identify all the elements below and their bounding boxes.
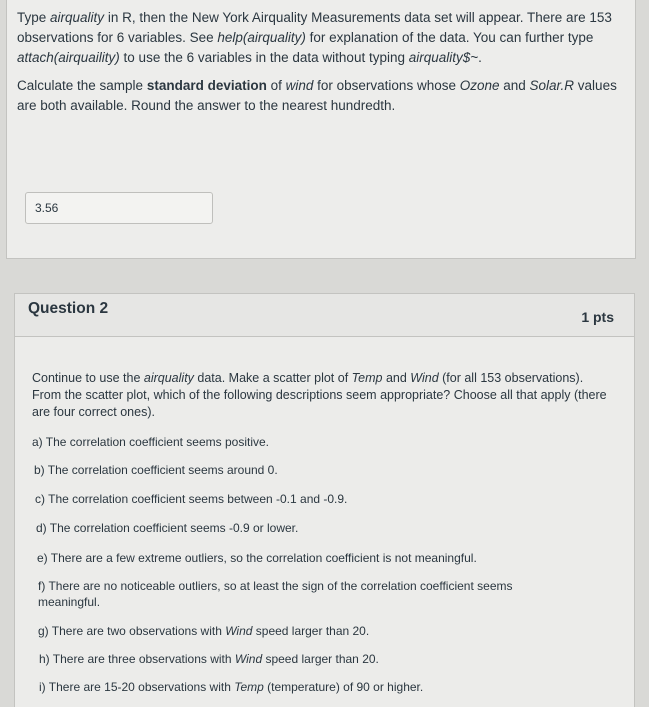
- question-2-header: [14, 293, 635, 337]
- intro-code-airquality: airquality: [50, 10, 105, 25]
- option-text: (temperature) of 90 or higher.: [263, 680, 424, 694]
- option-a[interactable]: a) The correlation coefficient seems positive.: [32, 435, 270, 449]
- option-h[interactable]: [39, 651, 379, 667]
- option-var-wind: Wind: [234, 652, 263, 666]
- option-var-temp: Temp: [234, 680, 264, 694]
- task-var-solar: Solar.R: [529, 78, 575, 93]
- task-emphasis: standard deviation: [146, 78, 267, 93]
- option-text: h) There are three observations with: [39, 652, 235, 666]
- intro-text: .: [478, 50, 482, 65]
- question-1-panel: [6, 0, 636, 259]
- option-text: speed larger than 20.: [262, 652, 379, 666]
- task-text: values are both available. Round the answer to the nearest hundredth.: [17, 78, 617, 113]
- intro-code-help: help(airquality): [217, 30, 306, 45]
- question-1-intro: [17, 8, 622, 68]
- question-2-prompt: [32, 370, 612, 421]
- question-2-body: [14, 337, 635, 707]
- intro-text: for explanation of the data. You can further type: [305, 30, 594, 45]
- prompt-text: (for all 153 observations). From the scatter plot, which of the following descriptions seem appropriate? Choose all that apply (there are four correct ones).: [32, 371, 607, 419]
- question-points: 1 pts: [581, 309, 614, 325]
- option-d[interactable]: d) The correlation coefficient seems -0.9 or lower.: [36, 521, 299, 535]
- option-g[interactable]: [38, 623, 369, 639]
- option-var-wind: Wind: [225, 624, 253, 638]
- prompt-var-wind: Wind: [410, 371, 439, 385]
- task-var-wind: wind: [285, 78, 314, 93]
- option-text: i) There are 15-20 observations with: [39, 680, 235, 694]
- question-title: Question 2: [28, 300, 109, 317]
- option-b[interactable]: b) The correlation coefficient seems around 0.: [34, 463, 278, 477]
- question-1-task: [17, 76, 622, 116]
- answer-input[interactable]: 3.56: [25, 192, 213, 224]
- intro-code-attach: attach(airquaility): [17, 50, 120, 65]
- task-text: and: [499, 78, 530, 93]
- question-1-text: [17, 8, 622, 124]
- prompt-text: data. Make a scatter plot of: [193, 371, 352, 385]
- prompt-var-airquality: airquality: [143, 371, 194, 385]
- intro-text: to use the 6 variables in the data without typing: [119, 50, 409, 65]
- prompt-var-temp: Temp: [351, 371, 383, 385]
- prompt-text: Continue to use the: [32, 371, 144, 385]
- prompt-text: and: [382, 371, 411, 385]
- intro-code-prefix: airquality$~: [408, 50, 479, 65]
- task-text: for observations whose: [313, 78, 460, 93]
- option-text: speed larger than 20.: [252, 624, 370, 638]
- intro-text: Type: [17, 10, 51, 25]
- option-text: g) There are two observations with: [38, 624, 226, 638]
- option-e[interactable]: e) There are a few extreme outliers, so the correlation coefficient is not meaningful.: [37, 551, 477, 565]
- task-text: Calculate the sample: [17, 78, 147, 93]
- task-text: of: [266, 78, 286, 93]
- option-i[interactable]: [39, 679, 423, 695]
- task-var-ozone: Ozone: [459, 78, 500, 93]
- intro-text: in R, then the New York Airquality Measurements data set will appear. There are 153 observations for 6 variables. See: [17, 10, 612, 45]
- option-f[interactable]: f) There are no noticeable outliers, so at least the sign of the correlation coefficient seems meaningful.: [38, 579, 513, 609]
- option-c[interactable]: c) The correlation coefficient seems between -0.1 and -0.9.: [35, 492, 348, 506]
